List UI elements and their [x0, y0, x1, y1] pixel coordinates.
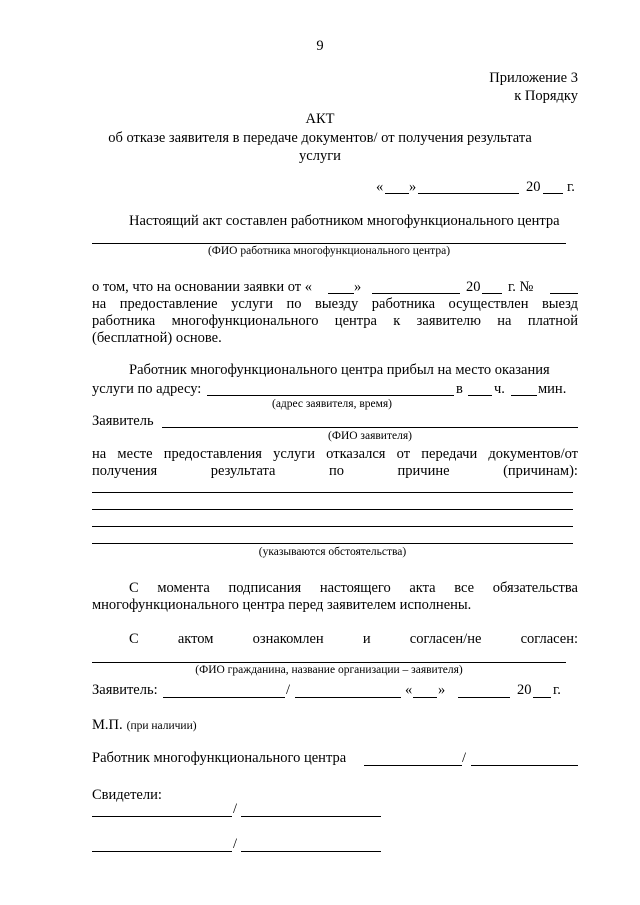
reason-line-3	[92, 526, 573, 527]
basis-line2-text: на предоставление услуги по выезду работника осуществлен выезд	[92, 296, 578, 312]
witnesses-label: Свидетели:	[92, 787, 162, 803]
refusal-word: причине	[397, 463, 450, 479]
page-number: 9	[316, 38, 324, 54]
worker-signature-label: Работник многофункционального центра	[92, 750, 347, 766]
basis-close-quote: »	[354, 279, 362, 295]
acquainted-word: и	[362, 631, 371, 647]
basis-line1-start: о том, что на основании заявки от «	[92, 279, 312, 295]
arrival-address-label: услуги по адресу:	[92, 381, 202, 397]
appendix-line2: к Порядку	[514, 88, 578, 104]
witness2-signature-blank	[92, 851, 232, 852]
signature-slash: /	[286, 682, 291, 698]
obligations-word: момента	[157, 580, 210, 596]
obligations-word: все	[454, 580, 475, 596]
basis-line3-text: работника многофункционального центра к заявителю на платной	[92, 313, 578, 329]
basis-day-blank	[328, 293, 354, 294]
intro-text: Настоящий акт составлен работником многофункционального центра	[129, 213, 560, 229]
applicant-signature-blank	[163, 697, 285, 698]
obligations-word: подписания	[228, 580, 302, 596]
title-subject-cont: услуги	[299, 148, 341, 164]
worker-signature-slash: /	[462, 750, 467, 766]
title-subject: об отказе заявителя в передаче документов/ от получения результата	[108, 130, 532, 146]
refusal-word: по	[329, 463, 345, 479]
signature-year-suffix: г.	[553, 682, 561, 698]
citizen-fio-line	[92, 662, 566, 663]
acquainted-line	[129, 631, 578, 648]
refusal-line1-text: на месте предоставления услуги отказался от передачи документов/от	[92, 446, 578, 462]
worker-name-blank	[471, 765, 578, 766]
witness1-signature-blank	[92, 816, 232, 817]
worker-fio-line	[92, 243, 566, 244]
acquainted-word: С	[129, 631, 139, 647]
basis-line3	[92, 313, 578, 330]
arrival-line1: Работник многофункционального центра прибыл на место оказания	[129, 362, 550, 378]
refusal-word: получения	[92, 463, 158, 479]
caption-circumstances: (указываются обстоятельства)	[258, 546, 407, 558]
hours-blank	[468, 395, 492, 396]
date-open-quote: «	[376, 179, 384, 195]
obligations-line1	[129, 580, 578, 597]
signature-close-quote: »	[438, 682, 446, 698]
caption-citizen-fio: (ФИО гражданина, название организации – заявителя)	[195, 664, 463, 676]
date-year-suffix: г.	[567, 179, 575, 195]
refusal-line1	[92, 446, 578, 463]
reason-line-4	[92, 543, 573, 544]
acquainted-word: ознакомлен	[252, 631, 324, 647]
obligations-word: настоящего	[319, 580, 391, 596]
applicant-fio-blank	[162, 427, 578, 428]
arrival-v: в	[456, 381, 463, 397]
date-year-prefix: 20	[526, 179, 541, 195]
date-close-quote: »	[409, 179, 417, 195]
applicant-name-blank	[295, 697, 401, 698]
refusal-line2	[92, 463, 578, 480]
acquainted-word: согласен:	[520, 631, 578, 647]
signature-year-blank	[533, 697, 551, 698]
arrival-ch: ч.	[494, 381, 505, 397]
signature-day-blank	[413, 697, 437, 698]
obligations-word: акта	[409, 580, 436, 596]
signature-month-blank	[458, 697, 510, 698]
stamp-note: (при наличии)	[126, 720, 197, 732]
witness2-name-blank	[241, 851, 381, 852]
signature-year-prefix: 20	[517, 682, 532, 698]
date-year-blank	[543, 193, 563, 194]
obligations-line2: многофункционального центра перед заявителем исполнены.	[92, 597, 472, 613]
arrival-min: мин.	[538, 381, 567, 397]
appendix-line1: Приложение 3	[489, 70, 578, 86]
minutes-blank	[511, 395, 537, 396]
basis-g-number: г. №	[508, 279, 534, 295]
basis-line2	[92, 296, 578, 313]
witness1-slash: /	[233, 801, 238, 817]
obligations-word: С	[129, 580, 139, 596]
caption-address-time: (адрес заявителя, время)	[271, 398, 392, 410]
basis-year-blank	[482, 293, 502, 294]
applicant-label: Заявитель	[92, 413, 154, 429]
title-act: АКТ	[305, 111, 335, 127]
refusal-word: (причинам):	[503, 463, 578, 479]
witness2-slash: /	[233, 836, 238, 852]
date-month-blank	[418, 193, 519, 194]
caption-applicant-fio: (ФИО заявителя)	[328, 430, 412, 442]
basis-month-blank	[372, 293, 460, 294]
refusal-word: результата	[210, 463, 276, 479]
stamp-label: М.П.	[92, 717, 123, 733]
caption-worker-fio: (ФИО работника многофункционального центра)	[207, 245, 451, 257]
basis-year-prefix: 20	[466, 279, 481, 295]
acquainted-word: актом	[177, 631, 214, 647]
obligations-word: обязательства	[492, 580, 578, 596]
signature-open-quote: «	[405, 682, 413, 698]
acquainted-word: согласен/не	[409, 631, 482, 647]
date-day-blank	[385, 193, 409, 194]
witness1-name-blank	[241, 816, 381, 817]
basis-number-blank	[550, 293, 578, 294]
reason-line-2	[92, 509, 573, 510]
reason-line-1	[92, 492, 573, 493]
signature-applicant-label: Заявитель:	[92, 682, 158, 698]
worker-signature-blank	[364, 765, 462, 766]
address-blank	[207, 395, 454, 396]
basis-line4: (бесплатной) основе.	[92, 330, 222, 346]
